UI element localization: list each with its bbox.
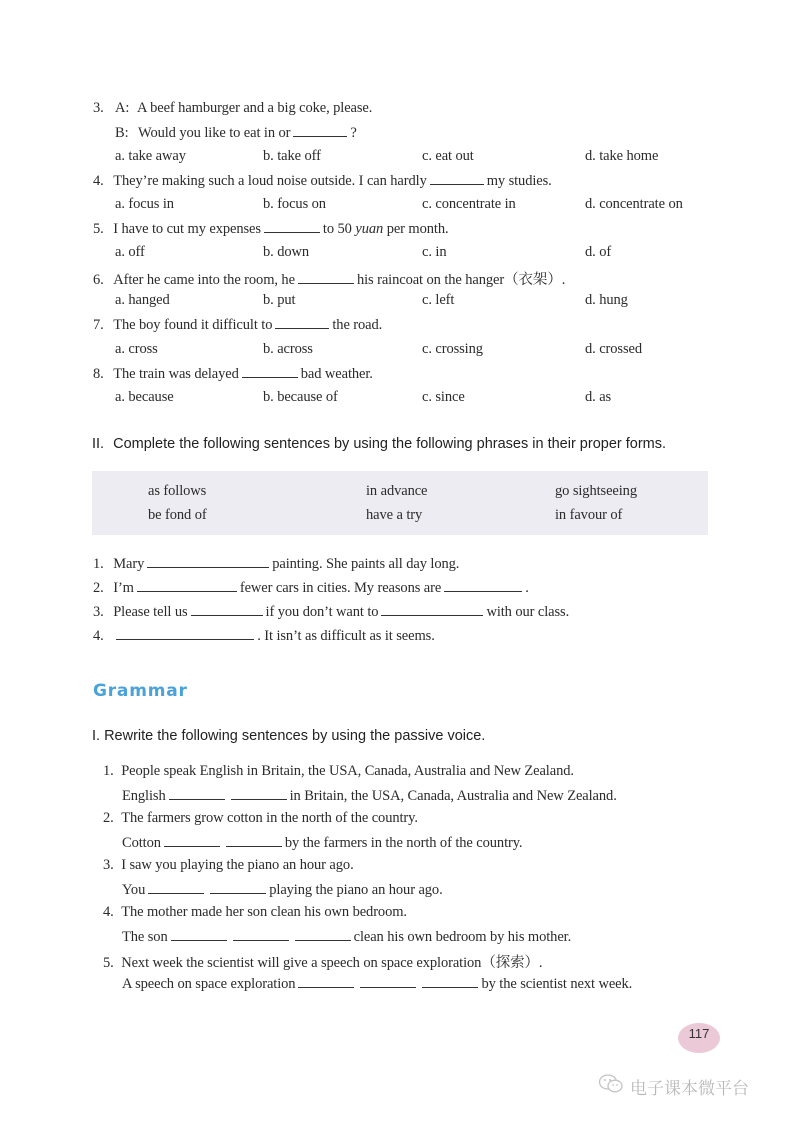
question-number: 7. (93, 317, 104, 333)
rewrite-prefix: The son (122, 929, 168, 945)
watermark (598, 1073, 749, 1100)
rewrite-suffix: by the farmers in the north of the country. (284, 835, 523, 851)
sentence-text: if you don’t want to (265, 604, 379, 620)
sentence-text: Mary (113, 556, 145, 572)
option-c[interactable]: c. in (422, 244, 447, 260)
sentence-text: I’m (113, 580, 134, 596)
option-b[interactable]: b. take off (263, 148, 321, 164)
original-sentence: Next week the scientist will give a speech on space exploration（探索）. (121, 955, 543, 971)
option-c[interactable]: c. concentrate in (422, 196, 516, 212)
phrase-bank (92, 471, 708, 535)
option-c[interactable]: c. since (422, 389, 465, 405)
sentence-number: 1. (93, 556, 104, 572)
option-a[interactable]: a. off (115, 244, 145, 260)
rewrite-suffix: clean his own bedroom by his mother. (353, 929, 572, 945)
answer-blank[interactable] (210, 881, 266, 894)
sentence-number: 4. (93, 628, 104, 644)
question-text: The boy found it difficult to (113, 317, 273, 333)
question-text: The train was delayed (113, 366, 239, 382)
option-d[interactable]: d. take home (585, 148, 659, 164)
rewrite-suffix: playing the piano an hour ago. (269, 882, 443, 898)
option-d[interactable]: d. concentrate on (585, 196, 683, 212)
item-number: 5. (103, 955, 114, 971)
question-text: per month. (386, 221, 449, 237)
phrase: go sightseeing (555, 483, 637, 499)
question-text: bad weather. (300, 366, 373, 382)
italic-word: yuan (355, 221, 384, 237)
original-sentence: I saw you playing the piano an hour ago. (121, 857, 354, 873)
answer-blank[interactable] (298, 975, 354, 988)
sentence-text: fewer cars in cities. My reasons are (239, 580, 442, 596)
fill-sentence-2 (93, 579, 529, 597)
option-b[interactable]: b. because of (263, 389, 338, 405)
sentence-text: . It isn’t as difficult as it seems. (257, 628, 435, 644)
phrase: as follows (148, 483, 207, 499)
answer-blank[interactable] (242, 365, 298, 378)
option-b[interactable]: b. across (263, 341, 313, 357)
answer-blank[interactable] (295, 928, 351, 941)
question-number: 5. (93, 221, 104, 237)
answer-blank[interactable] (231, 787, 287, 800)
question-number: 6. (93, 272, 104, 288)
answer-blank[interactable] (171, 928, 227, 941)
answer-blank[interactable] (293, 124, 347, 137)
answer-blank[interactable] (191, 603, 263, 616)
option-c[interactable]: c. eat out (422, 148, 474, 164)
question-number: 3. (93, 100, 104, 116)
phrase: in favour of (555, 507, 623, 523)
wechat-icon (598, 1073, 624, 1100)
question-text: I have to cut my expenses (113, 221, 261, 237)
question-text: his raincoat on the hanger（衣架）. (356, 272, 566, 288)
item-number: 4. (103, 904, 114, 920)
option-d[interactable]: d. hung (585, 292, 628, 308)
phrase: in advance (366, 483, 428, 499)
section-instructions: Complete the following sentences by using the following phrases in their proper forms. (113, 436, 667, 452)
dialogue-line: A beef hamburger and a big coke, please. (137, 100, 373, 116)
option-b[interactable]: b. down (263, 244, 310, 260)
answer-blank[interactable] (116, 627, 254, 640)
answer-blank[interactable] (147, 555, 269, 568)
sentence-number: 3. (93, 604, 104, 620)
fill-sentence-4 (93, 627, 435, 645)
option-d[interactable]: d. as (585, 389, 612, 405)
punctuation: . (525, 580, 529, 596)
answer-blank[interactable] (444, 579, 522, 592)
watermark-text: 电子课本微平台 (630, 1079, 749, 1099)
answer-blank[interactable] (137, 579, 237, 592)
rewrite-suffix: by the scientist next week. (481, 976, 633, 992)
question-number: 8. (93, 366, 104, 382)
answer-blank[interactable] (422, 975, 478, 988)
original-sentence: The farmers grow cotton in the north of the country. (121, 810, 418, 826)
item-number: 1. (103, 763, 114, 779)
option-c[interactable]: c. crossing (422, 341, 483, 357)
answer-blank[interactable] (164, 834, 220, 847)
speaker-label: A: (115, 100, 130, 116)
option-d[interactable]: d. of (585, 244, 612, 260)
item-number: 3. (103, 857, 114, 873)
sentence-text: Please tell us (113, 604, 188, 620)
rewrite-prefix: Cotton (122, 835, 161, 851)
question-text: to 50 (322, 221, 352, 237)
phrase: have a try (366, 507, 423, 523)
original-sentence: People speak English in Britain, the USA, Canada, Australia and New Zealand. (121, 763, 574, 779)
option-a[interactable]: a. take away (115, 148, 186, 164)
fill-sentence-3 (93, 603, 569, 621)
rewrite-prefix: You (122, 882, 146, 898)
option-a[interactable]: a. cross (115, 341, 158, 357)
option-b[interactable]: b. focus on (263, 196, 326, 212)
item-number: 2. (103, 810, 114, 826)
answer-blank[interactable] (360, 975, 416, 988)
phrase: be fond of (148, 507, 207, 523)
punctuation: ? (350, 125, 357, 141)
rewrite-prefix: A speech on space exploration (122, 976, 296, 992)
answer-blank[interactable] (148, 881, 204, 894)
grammar-title: Grammar (93, 681, 188, 701)
answer-blank[interactable] (233, 928, 289, 941)
question-text: my studies. (486, 173, 552, 189)
rewrite-prefix: English (122, 788, 166, 804)
question-number: 4. (93, 173, 104, 189)
question-text: They’re making such a loud noise outside. I can hardly (113, 173, 427, 189)
sentence-text: with our class. (486, 604, 570, 620)
section-heading (92, 436, 666, 452)
page-number: 117 (678, 1023, 720, 1053)
option-a[interactable]: a. focus in (115, 196, 174, 212)
dialogue-line: Would you like to eat in or (138, 125, 291, 141)
question-text: the road. (332, 317, 383, 333)
option-c[interactable]: c. left (422, 292, 455, 308)
question-text: After he came into the room, he (113, 272, 295, 288)
answer-blank[interactable] (298, 271, 354, 284)
fill-sentence-1 (93, 555, 459, 573)
option-b[interactable]: b. put (263, 292, 296, 308)
answer-blank[interactable] (264, 220, 320, 233)
speaker-label: B: (115, 125, 129, 141)
grammar-instructions: I. Rewrite the following sentences by using the passive voice. (92, 728, 486, 744)
rewrite-suffix: in Britain, the USA, Canada, Australia and New Zealand. (289, 788, 617, 804)
sentence-number: 2. (93, 580, 104, 596)
option-d[interactable]: d. crossed (585, 341, 642, 357)
answer-blank[interactable] (169, 787, 225, 800)
sentence-text: painting. She paints all day long. (272, 556, 460, 572)
answer-blank[interactable] (226, 834, 282, 847)
answer-blank[interactable] (430, 172, 484, 185)
answer-blank[interactable] (275, 316, 329, 329)
option-a[interactable]: a. because (115, 389, 174, 405)
section-number: II. (92, 436, 105, 452)
option-a[interactable]: a. hanged (115, 292, 170, 308)
original-sentence: The mother made her son clean his own bedroom. (121, 904, 407, 920)
answer-blank[interactable] (381, 603, 483, 616)
